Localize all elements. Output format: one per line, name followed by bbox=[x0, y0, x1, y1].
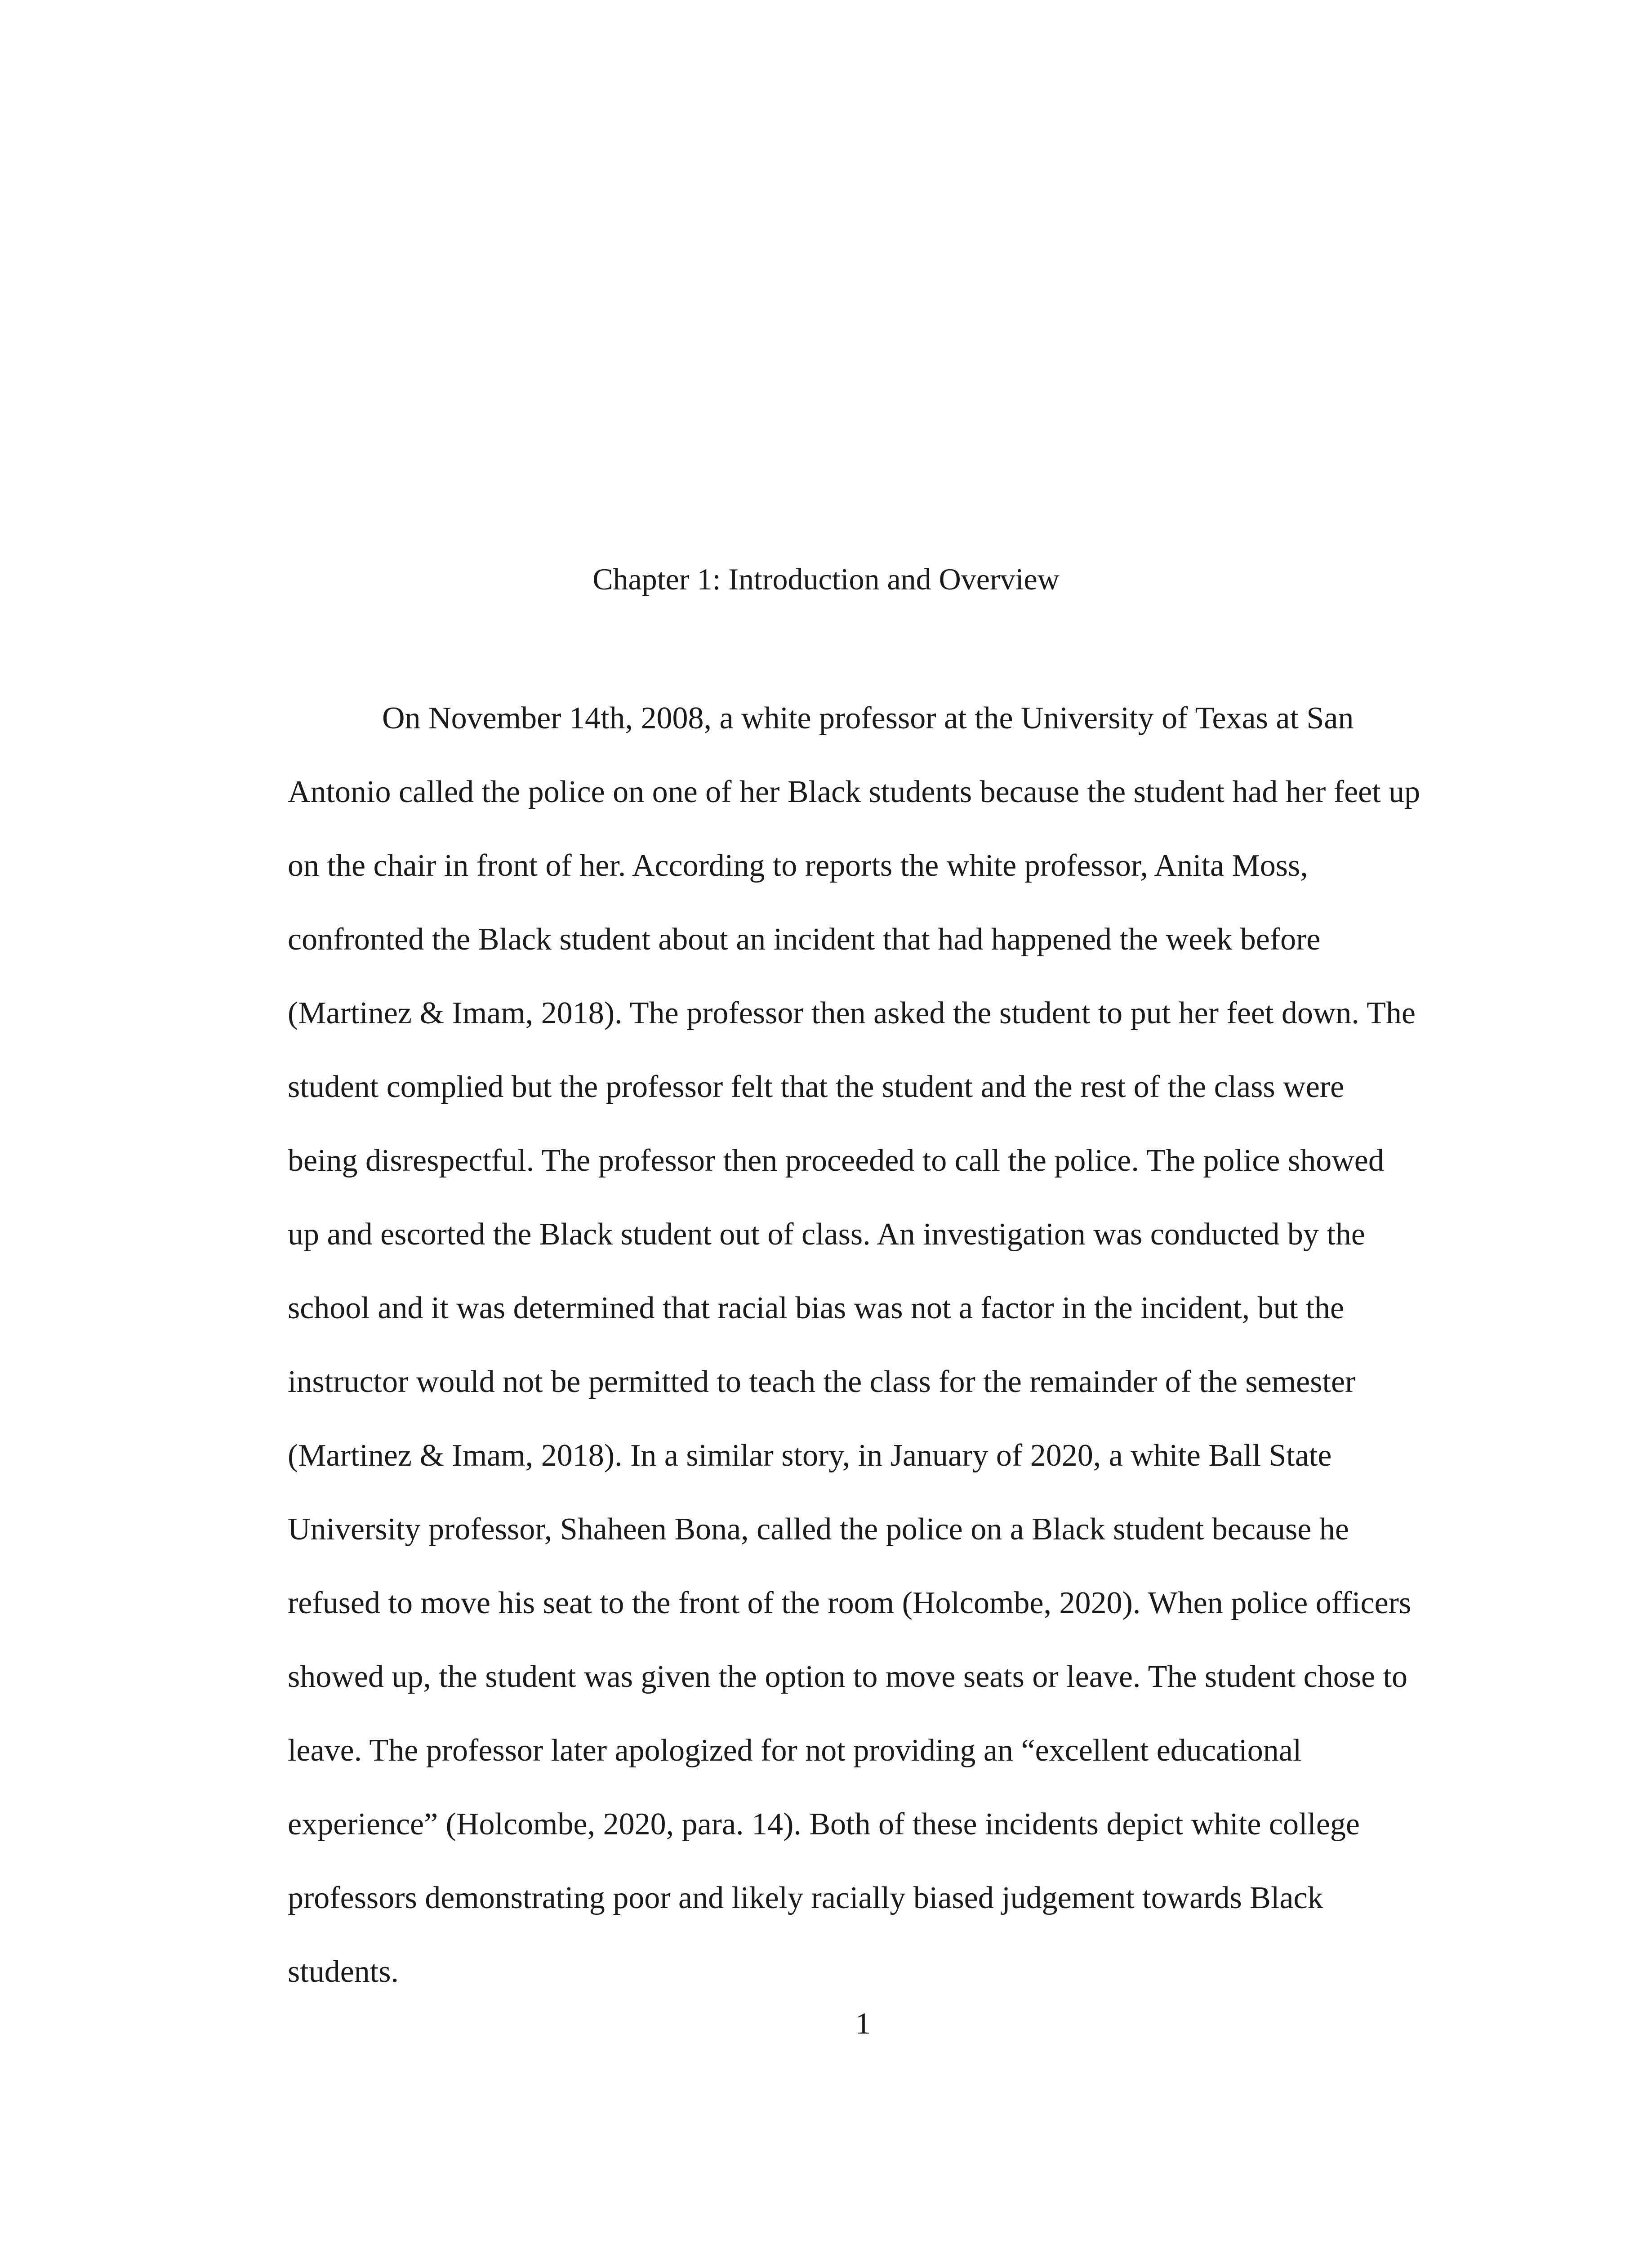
paragraph-line: instructor would not be permitted to teach the class for the remainder of the semester bbox=[288, 1365, 1356, 1399]
paragraph-line: up and escorted the Black student out of class. An investigation was conducted by the bbox=[288, 1217, 1365, 1252]
paragraph-line: student complied but the professor felt that the student and the rest of the class were bbox=[288, 1070, 1345, 1104]
paragraph-line: being disrespectful. The professor then proceeded to call the police. The police showed bbox=[288, 1143, 1384, 1178]
paragraph-line: University professor, Shaheen Bona, called the police on a Black student because he bbox=[288, 1512, 1349, 1547]
paragraph-line: professors demonstrating poor and likely racially biased judgement towards Black bbox=[288, 1881, 1323, 1915]
paragraph-line: (Martinez & Imam, 2018). In a similar story, in January of 2020, a white Ball State bbox=[288, 1438, 1332, 1473]
paragraph-line: students. bbox=[288, 1954, 399, 1989]
body-paragraph bbox=[288, 696, 1465, 2023]
paragraph-line: on the chair in front of her. According to reports the white professor, Anita Moss, bbox=[288, 848, 1308, 883]
paragraph-line: Antonio called the police on one of her Black students because the student had her feet up bbox=[288, 775, 1420, 809]
paragraph-line: leave. The professor later apologized for not providing an “excellent educational bbox=[288, 1733, 1302, 1768]
paragraph-line: refused to move his seat to the front of the room (Holcombe, 2020). When police officers bbox=[288, 1586, 1412, 1620]
paragraph-line: (Martinez & Imam, 2018). The professor then asked the student to put her feet down. The bbox=[288, 996, 1416, 1030]
paragraph-line: confronted the Black student about an incident that had happened the week before bbox=[288, 922, 1321, 957]
paragraph-line: On November 14th, 2008, a white professor at the University of Texas at San bbox=[382, 701, 1354, 736]
chapter-title: Chapter 1: Introduction and Overview bbox=[592, 562, 1060, 596]
paragraph-line: experience” (Holcombe, 2020, para. 14). Both of these incidents depict white college bbox=[288, 1807, 1360, 1842]
paragraph-line: showed up, the student was given the option to move seats or leave. The student chose to bbox=[288, 1659, 1407, 1694]
page-number: 1 bbox=[855, 2006, 871, 2040]
paragraph-line: school and it was determined that racial bias was not a factor in the incident, but the bbox=[288, 1291, 1345, 1325]
